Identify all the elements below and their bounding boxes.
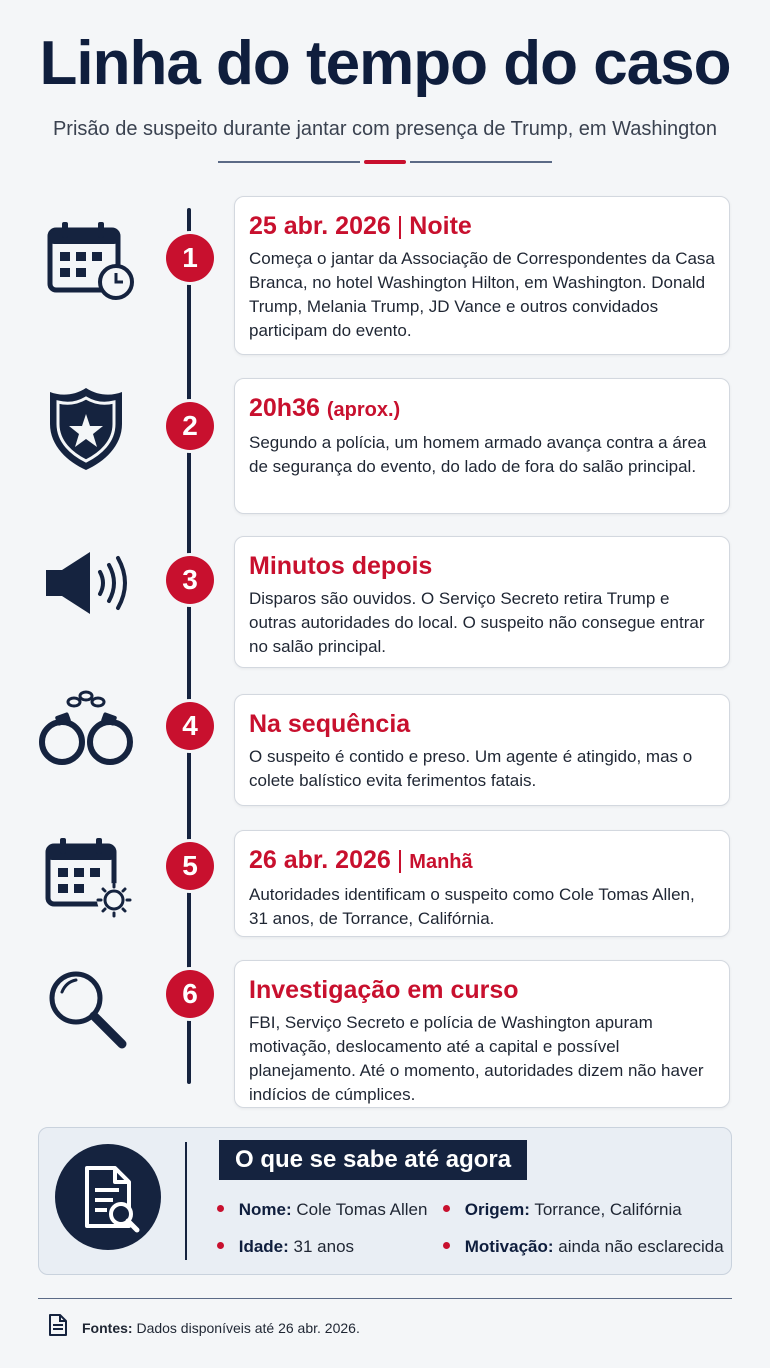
event-number-3: 3 (166, 556, 214, 604)
event-text-4: O suspeito é contido e preso. Um agente é atingido, mas o colete balístico evita ferimentos fatais. (249, 747, 693, 790)
divider-left (218, 161, 360, 163)
event-text-3: Disparos são ouvidos. O Serviço Secreto retira Trump e outras autoridades do local. O suspeito não consegue entrar no salão principal. (249, 589, 705, 656)
event-text-5: Autoridades identificam o suspeito como Cole Tomas Allen, 31 anos, de Torrance, Califórnia. (249, 885, 695, 928)
summary-heading: O que se sabe até agora (219, 1140, 527, 1180)
event-card-1 (234, 196, 730, 355)
event-number-1: 1 (166, 234, 214, 282)
fact-name: Nome: Cole Tomas Allen (217, 1200, 427, 1220)
document-icon (48, 1313, 68, 1342)
divider-right (410, 161, 552, 163)
document-search-icon (55, 1144, 161, 1250)
event-title-2: 20h36 (aprox.) (249, 394, 401, 422)
speaker-icon (38, 538, 134, 628)
event-title-5: 26 abr. 2026 | Manhã (249, 846, 473, 874)
event-card-3 (234, 536, 730, 668)
event-title-6: Investigação em curso (249, 976, 519, 1004)
magnifier-icon (38, 962, 134, 1052)
calendar-sun-icon (38, 834, 134, 924)
page-title: Linha do tempo do caso (39, 29, 731, 98)
event-card-5 (234, 830, 730, 937)
summary-box (38, 1127, 732, 1275)
event-number-2: 2 (166, 402, 214, 450)
fact-age: Idade: 31 anos (217, 1237, 354, 1257)
police-badge-icon (38, 384, 134, 474)
handcuffs-icon (38, 684, 134, 774)
event-card-2 (234, 378, 730, 514)
divider-accent (364, 160, 406, 164)
footer-divider (38, 1298, 732, 1299)
event-card-4 (234, 694, 730, 806)
page-subtitle: Prisão de suspeito durante jantar com presença de Trump, em Washington (52, 118, 718, 140)
timeline-line (187, 208, 191, 1084)
footer-text: Fontes: Dados disponíveis até 26 abr. 2026. (82, 1319, 360, 1336)
event-card-6 (234, 960, 730, 1108)
event-number-5: 5 (166, 842, 214, 890)
calendar-clock-icon (38, 218, 134, 308)
fact-motivation: Motivação: ainda não esclarecida (443, 1237, 724, 1257)
fact-origin: Origem: Torrance, Califórnia (443, 1200, 682, 1220)
footer (48, 1313, 360, 1342)
event-title-4: Na sequência (249, 710, 411, 738)
event-text-6: FBI, Serviço Secreto e polícia de Washington apuram motivação, deslocamento até a capital e possível planejamento. Até o momento, autoridades dizem não haver indícios de cúmplices. (249, 1013, 704, 1104)
event-title-1: 25 abr. 2026 | Noite (249, 212, 472, 240)
event-number-6: 6 (166, 970, 214, 1018)
event-text-2: Segundo a polícia, um homem armado avança contra a área de segurança do evento, do lado de fora do salão principal. (249, 433, 707, 476)
event-title-3: Minutos depois (249, 552, 433, 580)
event-text-1: Começa o jantar da Associação de Correspondentes da Casa Branca, no hotel Washington Hilton, em Washington. Donald Trump, Melania Trump, JD Vance e outros convidados participam do evento. (249, 249, 715, 340)
summary-divider (185, 1142, 187, 1260)
event-number-4: 4 (166, 702, 214, 750)
